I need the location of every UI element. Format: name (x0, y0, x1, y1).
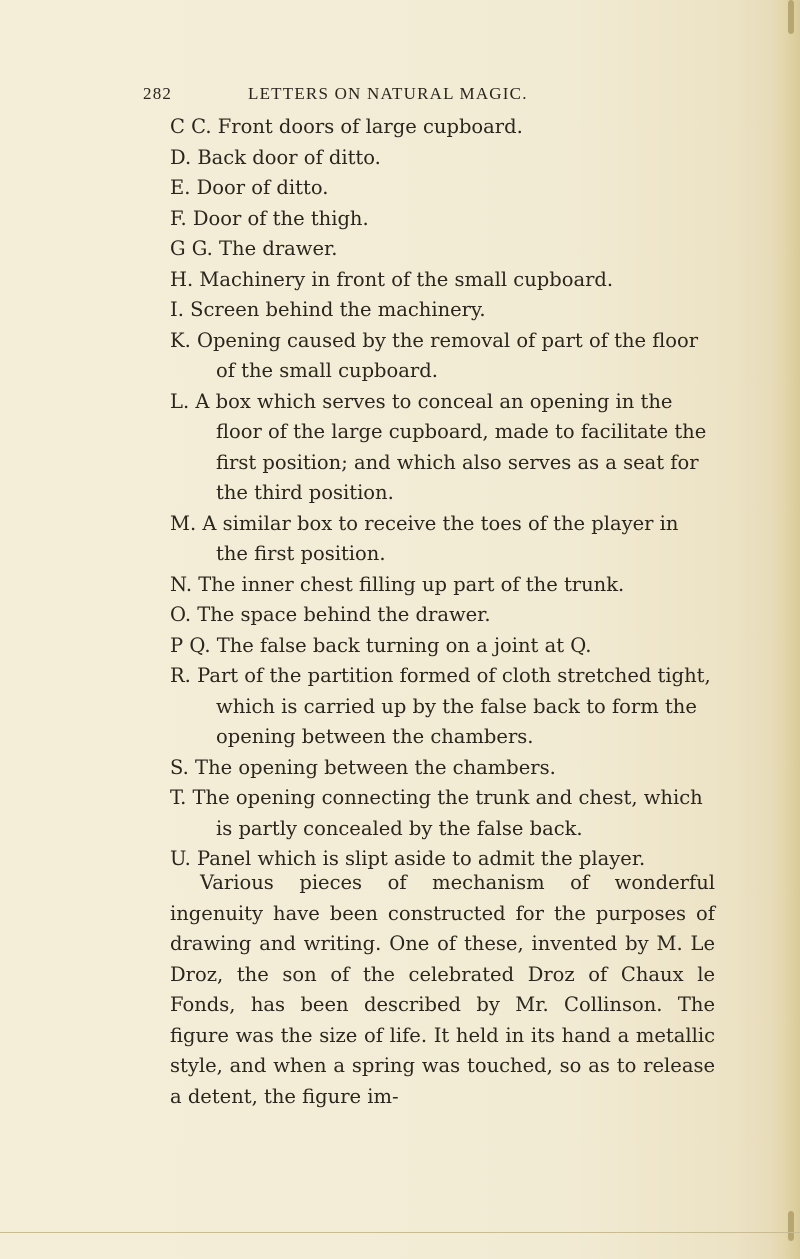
legend-item: H. Machinery in front of the small cupboard. (170, 267, 614, 291)
legend-item: M. A similar box to receive the toes of the player in the first position. (170, 511, 679, 565)
figure-legend (170, 112, 715, 875)
edge-mark (788, 1211, 794, 1241)
body-paragraph: Various pieces of mechanism of wonderful ingenuity have been constructed for the purposes of drawing and writing. One of these, invented by M. Le Droz, the son of the celebrated Droz of Chaux le Fonds, has been described by Mr. Collinson. The figure was the size of life. It held in its hand a metallic style, and when a spring was touched, so as to release a detent, the figure im- (170, 871, 715, 1108)
legend-item: P Q. The false back turning on a joint at Q. (170, 633, 592, 657)
legend-item: K. Opening caused by the removal of part of the floor of the small cupboard. (170, 328, 699, 382)
page-number: 282 (143, 84, 173, 103)
legend-item: I. Screen behind the machinery. (170, 298, 486, 321)
legend-item: F. Door of the thigh. (170, 206, 369, 230)
edge-mark (788, 0, 794, 34)
legend-item: D. Back door of ditto. (170, 145, 381, 169)
legend-item: T. The opening connecting the trunk and chest, which is partly concealed by the false back. (170, 786, 703, 840)
legend-item: E. Door of ditto. (170, 176, 329, 199)
running-head: LETTERS ON NATURAL MAGIC. (248, 84, 528, 103)
legend-item: S. The opening between the chambers. (170, 755, 556, 779)
legend-item: N. The inner chest filling up part of the trunk. (170, 572, 625, 596)
legend-item: O. The space behind the drawer. (170, 603, 491, 626)
legend-item: G G. The drawer. (170, 237, 338, 260)
page-edge (772, 0, 800, 1259)
legend-item: C C. Front doors of large cupboard. (170, 115, 523, 138)
legend-item: L. A box which serves to conceal an opening in the floor of the large cupboard, made to facilitate the first position; and which also serves as a seat for the third position. (170, 389, 707, 504)
page-bottom-edge (0, 1232, 800, 1233)
legend-item: R. Part of the partition formed of cloth stretched tight, which is carried up by the false back to form the opening between the chambers. (170, 664, 711, 748)
legend-item: U. Panel which is slipt aside to admit the player. (170, 847, 646, 870)
page-header (143, 84, 643, 108)
